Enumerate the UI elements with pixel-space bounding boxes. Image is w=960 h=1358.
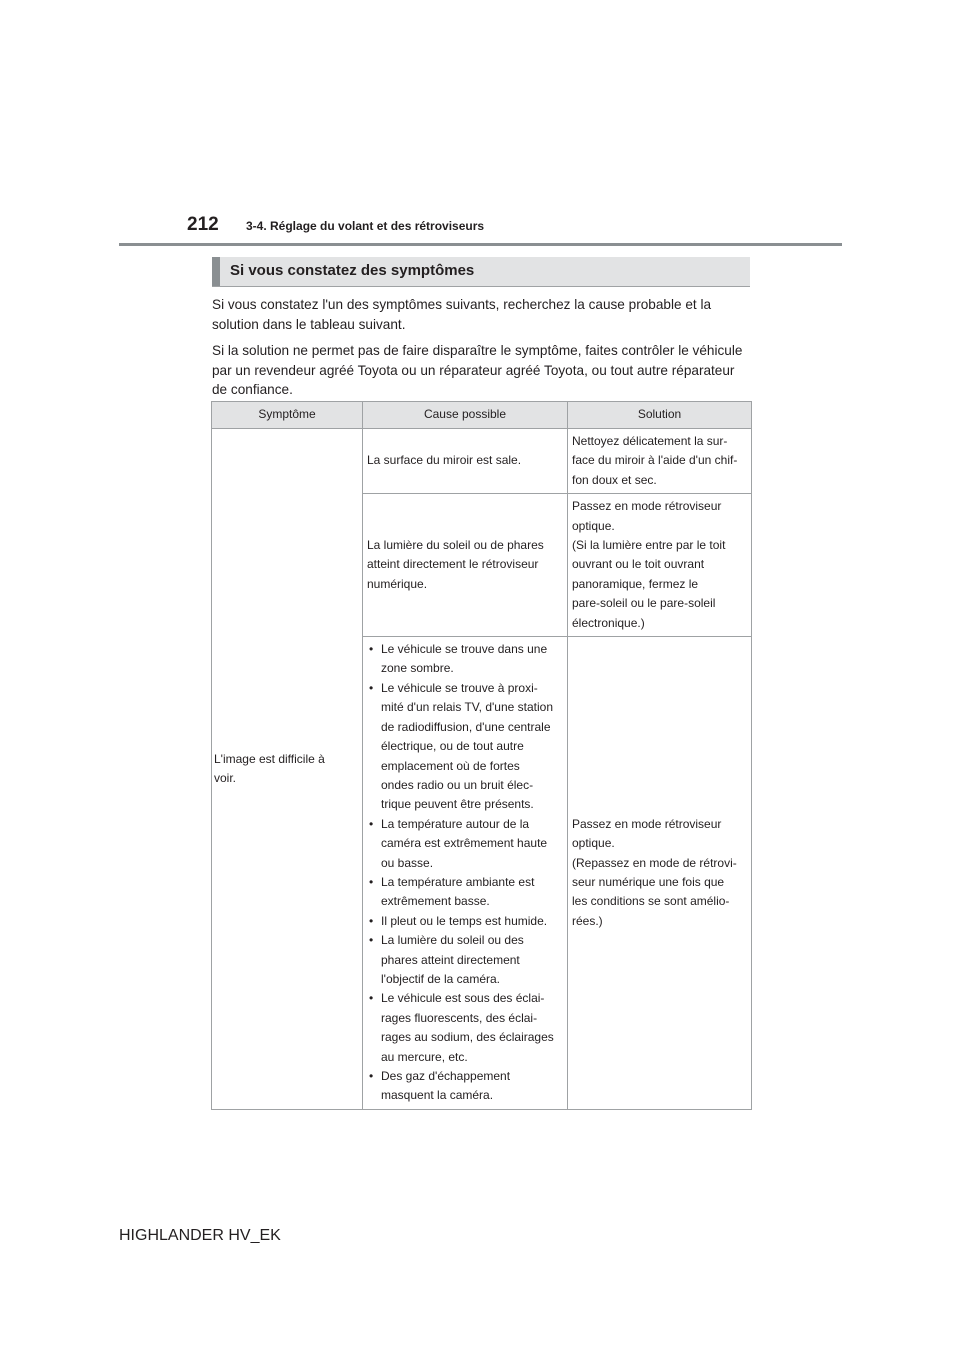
solution-line: Nettoyez délicatement la sur- — [572, 434, 728, 448]
header-symptom: Symptôme — [212, 402, 363, 429]
cause-line: rages au sodium, des éclairages — [381, 1030, 554, 1045]
solution-line: Passez en mode rétroviseur — [572, 816, 722, 831]
cause-line: • Le véhicule est sous des éclai- — [381, 991, 545, 1006]
section-heading-bar — [212, 257, 220, 286]
list-item — [367, 873, 565, 912]
cause-line: masquent la caméra. — [381, 1088, 494, 1103]
cause-line: numérique. — [367, 576, 428, 591]
cause-line: électrique, ou de tout autre — [381, 739, 524, 754]
cause-line: • La température ambiante est — [381, 874, 535, 889]
list-item — [367, 815, 565, 873]
cause-line: La lumière du soleil ou de phares — [367, 538, 544, 553]
cause-list — [367, 640, 565, 1106]
cause-line: phares atteint directement — [381, 952, 520, 967]
cause-line: • La lumière du soleil ou des — [381, 933, 524, 948]
table-row — [212, 429, 752, 494]
list-item — [367, 1067, 565, 1106]
cause-cell — [363, 637, 568, 1110]
header-divider — [119, 243, 842, 246]
header-cause: Cause possible — [363, 402, 568, 429]
cause-line: trique peuvent être présents. — [381, 797, 534, 812]
solution-line: (Si la lumière entre par le toit — [572, 538, 726, 553]
cause-line: • Le véhicule se trouve à proxi- — [381, 680, 538, 695]
chapter-title: 3-4. Réglage du volant et des rétroviseurs — [246, 219, 485, 233]
intro-paragraph-2: Si la solution ne permet pas de faire disparaître le symptôme, faites contrôler le véhicule par un revendeur agréé Toyota ou un réparateur agréé Toyota, ou tout autre réparateur de confiance. — [212, 343, 743, 397]
section-title: Si vous constatez des symptômes — [230, 262, 475, 279]
list-item — [367, 989, 565, 1067]
cause-cell — [363, 429, 568, 494]
cause-cell — [363, 494, 568, 637]
cause-line: caméra est extrêmement haute — [381, 836, 548, 851]
symptom-cell — [212, 429, 363, 1110]
footer-model-code: HIGHLANDER HV_EK — [119, 1227, 281, 1244]
cause-line: ou basse. — [381, 855, 434, 870]
symptom-table — [211, 401, 752, 1110]
cause-line: zone sombre. — [381, 661, 454, 676]
cause-line: emplacement où de fortes — [381, 758, 520, 773]
solution-line: électronique.) — [572, 615, 645, 630]
section-heading — [212, 257, 750, 287]
solution-line: pare-soleil ou le pare-soleil — [572, 596, 716, 611]
cause-line: atteint directement le rétroviseur — [367, 557, 539, 572]
solution-line: optique. — [572, 836, 615, 851]
solution-line: Passez en mode rétroviseur — [572, 499, 722, 514]
intro-text — [212, 295, 752, 407]
cause-line: ondes radio ou un bruit élec- — [381, 777, 534, 792]
solution-line: face du miroir à l'aide d'un chif- — [572, 453, 738, 468]
list-item — [367, 931, 565, 989]
list-item — [367, 912, 565, 931]
solution-line: panoramique, fermez le — [572, 576, 699, 591]
list-item — [367, 640, 565, 679]
solution-line: les conditions se sont amélio- — [572, 894, 730, 909]
intro-paragraph-1: Si vous constatez l'un des symptômes suivants, recherchez la cause probable et la solution dans le tableau suivant. — [212, 297, 712, 332]
cause-line: • Des gaz d'échappement — [381, 1069, 511, 1083]
cause-line: l'objectif de la caméra. — [381, 971, 501, 986]
cause-line: • Il pleut ou le temps est humide. — [381, 913, 548, 928]
solution-cell — [568, 429, 752, 494]
list-item — [367, 679, 565, 815]
cause-line: extrêmement basse. — [381, 894, 490, 909]
solution-line: optique. — [572, 518, 615, 533]
symptom-text: L'image est difficile à voir. — [214, 751, 325, 785]
solution-line: (Repassez en mode de rétrovi- — [572, 855, 737, 870]
table-header-row — [212, 402, 752, 429]
solution-line: ouvrant ou le toit ouvrant — [572, 557, 705, 572]
cause-line: • Le véhicule se trouve dans une — [381, 642, 548, 657]
solution-line: fon doux et sec. — [572, 472, 657, 487]
solution-cell — [568, 637, 752, 1110]
solution-line: rées.) — [572, 913, 603, 928]
header-solution: Solution — [568, 402, 752, 429]
page-number: 212 — [187, 214, 219, 235]
cause-line: mité d'un relais TV, d'une station — [381, 700, 554, 715]
cause-line: au mercure, etc. — [381, 1049, 468, 1064]
cause-text: La surface du miroir est sale. — [367, 453, 522, 468]
cause-line: de radiodiffusion, d'une centrale — [381, 719, 551, 734]
solution-cell — [568, 494, 752, 637]
solution-line: seur numérique une fois que — [572, 874, 725, 889]
cause-line: • La température autour de la — [381, 816, 530, 831]
cause-line: rages fluorescents, des éclai- — [381, 1010, 538, 1025]
